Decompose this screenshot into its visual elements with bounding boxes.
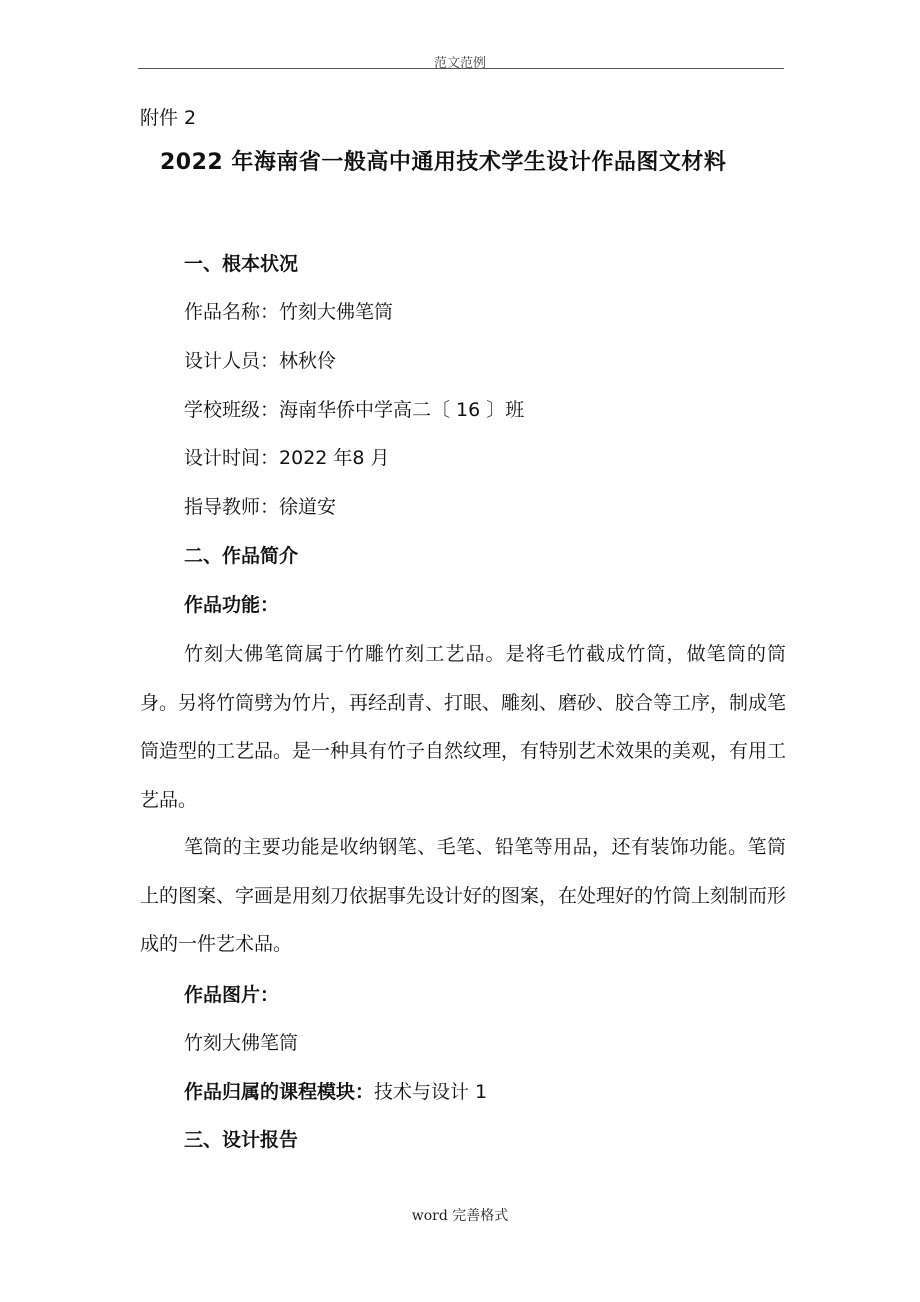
document-title: 2022 年海南省一般高中通用技术学生设计作品图文材料 xyxy=(160,150,727,175)
function-paragraph-2: 笔筒的主要功能是收纳钢笔、毛笔、铅笔等用品，还有装饰功能。笔筒上的图案、字画是用刻刀依据事先设计好的图案，在处理好的竹筒上刻制而形成的一件艺术品。 xyxy=(140,836,787,955)
info-row-work-name xyxy=(184,300,393,324)
info-label: 作品名称： xyxy=(184,301,280,323)
picture-label: 作品图片： xyxy=(184,984,280,1006)
section2-heading: 二、作品简介 xyxy=(184,545,299,567)
page-footer: word 完善格式 xyxy=(411,1208,509,1224)
info-value: 竹刻大佛笔筒 xyxy=(279,301,394,323)
attachment-label: 附件 2 xyxy=(140,107,197,129)
page-header: 范文范例 xyxy=(433,56,486,71)
picture-caption: 竹刻大佛笔筒 xyxy=(184,1032,299,1054)
info-row-designer xyxy=(184,349,336,373)
course-module-row xyxy=(184,1080,487,1104)
function-paragraph-1: 竹刻大佛笔筒属于竹雕竹刻工艺品。是将毛竹截成竹筒，做笔筒的筒身。另将竹筒劈为竹片，再经刮青、打眼、雕刻、磨砂、胶合等工序，制成笔筒造型的工艺品。是一种具有竹子自然纹理，有特别艺术效果的美观，有用工艺品。 xyxy=(140,643,787,811)
info-label: 学校班级： xyxy=(184,399,280,421)
info-label: 设计时间： xyxy=(184,447,280,469)
info-label: 设计人员： xyxy=(184,350,280,372)
info-row-instructor xyxy=(184,495,336,519)
info-value: 2022 年8 月 xyxy=(279,447,390,469)
info-value: 林秋伶 xyxy=(279,350,337,372)
info-value: 海南华侨中学高二〔 16 〕班 xyxy=(279,399,525,421)
course-module-label: 作品归属的课程模块： xyxy=(184,1081,375,1103)
info-label: 指导教师： xyxy=(184,496,280,518)
section1-heading: 一、根本状况 xyxy=(184,253,299,275)
info-row-school-class xyxy=(184,398,524,422)
section3-heading: 三、设计报告 xyxy=(184,1129,299,1151)
info-value: 徐道安 xyxy=(279,496,337,518)
info-row-design-time xyxy=(184,446,390,470)
header-rule xyxy=(138,68,784,69)
function-label: 作品功能： xyxy=(184,594,280,616)
course-module-value: 技术与设计 1 xyxy=(374,1081,488,1103)
